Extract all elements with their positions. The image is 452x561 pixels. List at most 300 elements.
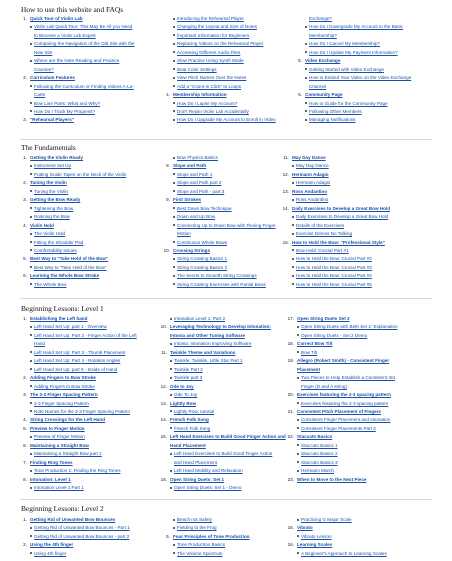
- lesson-link[interactable]: Intonation Level 1: Part 2: [174, 316, 226, 321]
- module-number: 16.: [287, 542, 294, 548]
- module-link[interactable]: French Folk Song: [170, 417, 209, 423]
- lesson-link[interactable]: Important Information for Beginners: [177, 32, 250, 38]
- lesson-link[interactable]: Practicing G Major Scale: [301, 517, 352, 522]
- bullet-icon: [170, 360, 172, 362]
- bullet-icon: [173, 85, 175, 87]
- module-link[interactable]: Correct Bow Tilt: [297, 341, 333, 347]
- lesson-link[interactable]: Carte: [34, 92, 46, 98]
- module-number: 5.: [166, 533, 170, 539]
- lesson-link[interactable]: Left Hand Set Up: Part 2 - Finger Action of the Left: [34, 332, 137, 338]
- lesson-link[interactable]: Exchange?: [309, 16, 332, 21]
- module-number: 8.: [23, 476, 27, 482]
- module-link[interactable]: Membership Information: [173, 92, 227, 98]
- bullet-icon: [297, 461, 299, 463]
- module-number: 15.: [282, 239, 289, 245]
- module-link[interactable]: Open String Duets Set 2: [297, 316, 350, 321]
- bullet-icon: [305, 26, 307, 28]
- module-number: 22.: [287, 434, 294, 440]
- bullet-icon: [173, 68, 175, 70]
- bullet-icon: [170, 394, 172, 396]
- lesson-link[interactable]: New Site: [34, 49, 53, 55]
- lesson-link[interactable]: Preview of Finger Motion: [34, 434, 85, 440]
- bullet-icon: [173, 34, 175, 36]
- bullet-icon: [305, 43, 307, 45]
- lesson-link[interactable]: Vibrato Lesson: [301, 533, 332, 539]
- lesson-link[interactable]: Intonia and Other Tuning Software: [170, 332, 245, 338]
- bullet-icon: [170, 368, 172, 370]
- bullet-icon: [297, 470, 299, 472]
- module-link[interactable]: Vibrato: [297, 525, 313, 531]
- lesson-link[interactable]: Slope and Path 1: [177, 171, 213, 177]
- lesson-link[interactable]: Slope and Path part 2: [177, 180, 222, 186]
- bullet-icon: [170, 470, 172, 472]
- bullet-icon: [305, 110, 307, 112]
- bullet-icon: [173, 102, 175, 104]
- lesson-link[interactable]: How Do I Downgrade My Account to the Basic: [309, 24, 403, 30]
- lesson-link[interactable]: Tone Production 1: Finding the Ring Tones: [34, 468, 121, 474]
- bullet-icon: [173, 275, 175, 277]
- module-number: 7.: [23, 459, 27, 465]
- lesson-link[interactable]: Staccato Basics 1: [301, 442, 338, 448]
- bullet-icon: [173, 182, 175, 184]
- lesson-link[interactable]: Getting Rid of Unwanted Bow Bounces - Part 1: [34, 525, 130, 531]
- bullet-icon: [292, 283, 294, 285]
- lesson-link[interactable]: Lightly Row: tutorial: [174, 408, 215, 414]
- lesson-link[interactable]: Bow Tilt: [301, 349, 318, 355]
- lesson-link[interactable]: and Hand Placement: [174, 459, 217, 465]
- bullet-icon: [292, 182, 294, 184]
- lesson-link[interactable]: Best Down Bow Technique: [177, 205, 232, 211]
- lesson-link[interactable]: Bow Line Parts: What and Why?: [34, 100, 101, 106]
- module-number: 13.: [160, 400, 167, 406]
- module-number: 5.: [23, 425, 27, 431]
- lesson-link[interactable]: Ross Andantino: [296, 197, 329, 203]
- module-link[interactable]: When to Move to the Next Piece: [297, 476, 367, 482]
- lesson-link[interactable]: Twinkle part 3: [174, 375, 203, 381]
- lesson-link[interactable]: Fitting the Shoulder Pad: [34, 239, 84, 245]
- bullet-icon: [30, 410, 32, 412]
- module-link[interactable]: Lightly Row: [170, 400, 197, 406]
- module-number: 2.: [23, 542, 27, 548]
- module-link[interactable]: "Rehearsal Players": [30, 117, 74, 123]
- bullet-icon: [173, 157, 175, 159]
- bullet-icon: [30, 60, 32, 62]
- bullet-icon: [173, 207, 175, 209]
- bullet-icon: [297, 377, 299, 379]
- bullet-icon: [173, 18, 175, 20]
- lesson-link[interactable]: Violin Lab Quick Tour: This May Be All you Need: [34, 24, 133, 30]
- lesson-link[interactable]: Ode To Joy: [174, 392, 198, 398]
- module-link[interactable]: Twinkle Theme and Variations: [170, 349, 236, 355]
- bullet-icon: [173, 26, 175, 28]
- bullet-icon: [30, 470, 32, 472]
- lesson-link[interactable]: Bow Hold: Crucial Part #1: [296, 247, 349, 253]
- lesson-link[interactable]: Membership?: [309, 32, 337, 38]
- lesson-link[interactable]: A Beginner's Approach to Learning Scales: [301, 550, 387, 556]
- module-link[interactable]: Daily Exercises to Develop a Great Bow Hold: [292, 205, 391, 211]
- lesson-link[interactable]: Slow Practice Using Synth Mode: [177, 58, 244, 64]
- lesson-link[interactable]: Hermann Adagio: [296, 180, 331, 186]
- bullet-icon: [30, 360, 32, 362]
- module-link[interactable]: Getting the Bow Ready: [30, 197, 81, 203]
- lesson-link[interactable]: String Crossing Exercises with Partial Bows: [177, 281, 266, 287]
- module-number: 16.: [160, 476, 167, 482]
- bullet-icon: [305, 119, 307, 121]
- module-number: 2.: [23, 180, 27, 186]
- lesson-link[interactable]: Hand: [34, 341, 45, 347]
- lesson-link[interactable]: The Whole Bow: [34, 281, 67, 287]
- bullet-icon: [297, 334, 299, 336]
- lesson-link[interactable]: Where are the Note Reading and Practice: [34, 58, 120, 64]
- module-link[interactable]: Learning Scales: [297, 542, 333, 548]
- lesson-link[interactable]: Courses?: [34, 66, 54, 72]
- bullet-icon: [30, 385, 32, 387]
- module-number: 8.: [166, 163, 170, 169]
- section-divider: [20, 499, 432, 500]
- module-number: 5.: [298, 58, 302, 64]
- bullet-icon: [173, 51, 175, 53]
- module-number: 3.: [23, 117, 27, 123]
- bullet-icon: [30, 207, 32, 209]
- lesson-link[interactable]: Left Hand Mobility and Relaxation: [174, 468, 243, 474]
- bullet-icon: [170, 318, 172, 320]
- lesson-link[interactable]: Open String Duets - Set 2 Demo: [301, 332, 368, 338]
- module-link[interactable]: Crossing Strings: [173, 247, 211, 253]
- section-title: Beginning Lessons: Level 2: [21, 504, 104, 513]
- bullet-icon: [30, 102, 32, 104]
- bullet-icon: [30, 368, 32, 370]
- module-link[interactable]: Best Way to "Take Hold of the Bow": [30, 256, 109, 262]
- lesson-link[interactable]: Introducing the Rehearsal Player: [177, 16, 244, 21]
- module-number: 14.: [282, 205, 289, 211]
- bullet-icon: [30, 266, 32, 268]
- module-number: 5.: [23, 256, 27, 262]
- bullet-icon: [30, 535, 32, 537]
- module-link[interactable]: Quick Tour of Violin Lab: [30, 16, 83, 21]
- bullet-icon: [173, 224, 175, 226]
- bullet-icon: [305, 102, 307, 104]
- lesson-link[interactable]: Intonation Level 1 Part 1: [34, 485, 84, 490]
- lesson-link[interactable]: Details of the Exercises: [296, 222, 344, 228]
- lesson-link[interactable]: How Do I Track My Progress?: [34, 108, 96, 114]
- lesson-link[interactable]: Accessing Different Audio Files: [177, 49, 241, 55]
- bullet-icon: [297, 552, 299, 554]
- module-number: 4.: [166, 92, 170, 98]
- bullet-icon: [297, 427, 299, 429]
- bullet-icon: [292, 216, 294, 218]
- module-link[interactable]: Tuning the Violin: [30, 180, 67, 186]
- lesson-link[interactable]: Beat Color Settings: [177, 66, 217, 72]
- lesson-link[interactable]: String Crossing Basics 2: [177, 264, 228, 270]
- lesson-link[interactable]: French Folk Song: [174, 425, 211, 431]
- bullet-icon: [173, 258, 175, 260]
- lesson-link[interactable]: Intonia: Intonation Improving Software: [174, 341, 252, 347]
- lesson-link[interactable]: The Secret to Smooth String Crossings: [177, 273, 257, 279]
- lesson-link[interactable]: The Violin Hold: [34, 231, 66, 237]
- bullet-icon: [170, 487, 172, 489]
- bullet-icon: [292, 224, 294, 226]
- lesson-link[interactable]: Instrument Set Up: [34, 163, 72, 169]
- lesson-link[interactable]: Placement: [297, 366, 320, 372]
- bullet-icon: [30, 190, 32, 192]
- bullet-icon: [170, 427, 172, 429]
- lesson-link[interactable]: Consistent Finger Placement and Intonation: [301, 417, 391, 423]
- lesson-link[interactable]: Don't Rejoin Violin Lab Accidentally: [177, 108, 249, 114]
- bullet-icon: [30, 85, 32, 87]
- module-link[interactable]: Community Page: [305, 92, 343, 98]
- lesson-link[interactable]: How Do I Upgrade My Account to Enroll in Video: [177, 117, 276, 123]
- section-title: The Fundamentals: [21, 143, 76, 152]
- module-link[interactable]: Using the 4th finger: [30, 542, 74, 548]
- lesson-link[interactable]: Comfortability Issues: [34, 247, 77, 253]
- module-link[interactable]: First Strokes: [173, 197, 202, 203]
- bullet-icon: [297, 326, 299, 328]
- module-link[interactable]: How to Hold the Bow: "Professional Style": [292, 239, 385, 245]
- module-number: 18.: [287, 341, 294, 347]
- module-number: 13.: [282, 188, 289, 194]
- bullet-icon: [30, 165, 32, 167]
- module-number: 10.: [163, 247, 170, 253]
- module-number: 17.: [287, 316, 294, 321]
- bullet-icon: [30, 110, 32, 112]
- bullet-icon: [292, 258, 294, 260]
- bullet-icon: [173, 119, 175, 121]
- module-link[interactable]: Getting the Violin Ready: [30, 155, 84, 160]
- lesson-link[interactable]: Finger (D and A string): [301, 383, 347, 389]
- bullet-icon: [173, 77, 175, 79]
- lesson-link[interactable]: Putting Guide Tapes on the Neck of the Violin: [34, 171, 127, 177]
- lesson-link[interactable]: Getting Started with Video Exchange: [309, 66, 384, 72]
- bullet-icon: [30, 283, 32, 285]
- lesson-link[interactable]: The Volume Spectrum: [177, 550, 223, 556]
- module-link[interactable]: Video Exchange: [305, 58, 341, 64]
- module-link[interactable]: Staccato Basics: [297, 434, 333, 440]
- module-link[interactable]: Hermann Adagio: [292, 171, 329, 177]
- bullet-icon: [173, 519, 175, 521]
- bullet-icon: [170, 453, 172, 455]
- module-number: 11.: [160, 349, 167, 355]
- module-number: 21.: [287, 408, 294, 414]
- lesson-link[interactable]: Add a "Count-in Click" to Loops: [177, 83, 242, 89]
- lesson-link[interactable]: Consistent Finger Placements Part 2: [301, 425, 376, 431]
- bullet-icon: [297, 535, 299, 537]
- module-number: 4.: [23, 222, 27, 228]
- bullet-icon: [297, 402, 299, 404]
- lesson-link[interactable]: Channel: [309, 83, 327, 89]
- module-number: 10.: [160, 324, 167, 330]
- lesson-link[interactable]: Following the Curriculum or Finding Videos A-La-: [34, 83, 134, 89]
- lesson-link[interactable]: Hand Placement: [170, 442, 206, 448]
- bullet-icon: [173, 552, 175, 554]
- bullet-icon: [30, 552, 32, 554]
- bullet-icon: [173, 190, 175, 192]
- bullet-icon: [170, 377, 172, 379]
- module-number: 1.: [23, 155, 27, 160]
- module-number: 15.: [160, 434, 167, 440]
- module-link[interactable]: Consistent Pitch Placement of Fingers: [297, 408, 381, 414]
- lesson-link[interactable]: Tone Production Basics: [177, 542, 226, 548]
- lesson-link[interactable]: Daily Exercises to Develop a Great Bow Hold: [296, 214, 389, 220]
- lesson-link[interactable]: Left Hand Set Up: part 5 - Inside of Hand: [34, 366, 118, 372]
- bullet-icon: [297, 444, 299, 446]
- module-link[interactable]: Allegro (Robert Smith) - Consistent Finger: [297, 358, 390, 364]
- lesson-link[interactable]: Twinkle Part 2: [174, 366, 203, 372]
- bullet-icon: [297, 419, 299, 421]
- module-link[interactable]: Maintaining a Straight Bow: [30, 442, 89, 448]
- module-link[interactable]: Ross Andantino: [292, 188, 328, 194]
- lesson-link[interactable]: Replacing Videos on the Rehearsal Player: [177, 41, 264, 47]
- lesson-link[interactable]: Hermann March: [301, 468, 334, 474]
- module-link[interactable]: Slope and Path: [173, 163, 207, 169]
- lesson-link[interactable]: Open String Duets: Set 1 - Demo: [174, 485, 242, 490]
- module-link[interactable]: May Day Dance: [292, 155, 326, 160]
- lesson-link[interactable]: Twinkle, Twinkle, Little Star Part 1: [174, 358, 243, 364]
- bullet-icon: [30, 43, 32, 45]
- module-link[interactable]: Learning the Whole Bow Stroke: [30, 273, 100, 279]
- lesson-link[interactable]: Left Hand Set Up: Part 4 - Rotation Angles: [34, 358, 121, 364]
- module-link[interactable]: String Crossings for the Left Hand: [30, 417, 106, 423]
- module-number: 1.: [23, 316, 27, 321]
- bullet-icon: [30, 173, 32, 175]
- module-link[interactable]: Adding Fingers to Bow Stroke: [30, 375, 96, 381]
- bullet-icon: [292, 249, 294, 251]
- lesson-link[interactable]: Slope and Path - part 3: [177, 188, 225, 194]
- lesson-link[interactable]: Staccato Basics 2: [301, 451, 338, 457]
- module-link[interactable]: Finding Ring Tones: [30, 459, 73, 465]
- bullet-icon: [297, 453, 299, 455]
- lesson-link[interactable]: Left Hand Set Up: part 1 - Overview: [34, 324, 107, 330]
- section-title: How to use this website and FAQs: [21, 5, 124, 14]
- lesson-link[interactable]: View Pitch Names Over the Notes: [177, 75, 247, 81]
- lesson-link[interactable]: Exercise Demos No Talking: [296, 231, 353, 237]
- bullet-icon: [30, 26, 32, 28]
- lesson-link[interactable]: to Become a Violin Lab Expert: [34, 32, 96, 38]
- lesson-link[interactable]: Getting Rid of Unwanted Bow Bounces - part 2: [34, 533, 130, 539]
- lesson-link[interactable]: Following Other Members: [309, 108, 362, 114]
- lesson-link[interactable]: How to Hold the Bow: Crucial Part #2: [296, 256, 372, 262]
- module-link[interactable]: The 2-3 Finger Spacing Pattern: [30, 392, 98, 398]
- module-number: 4.: [23, 417, 27, 423]
- section-divider: [20, 139, 432, 140]
- lesson-link[interactable]: Maintaining a Straight Bow part 1: [34, 451, 102, 457]
- module-link[interactable]: Intonation: Level 1: [30, 476, 71, 482]
- bullet-icon: [30, 249, 32, 251]
- lesson-link[interactable]: How to Hold the Bow: Crucial Part #3: [296, 264, 372, 270]
- lesson-link[interactable]: How Do I Lapse My Account?: [177, 100, 238, 106]
- bullet-icon: [173, 43, 175, 45]
- module-number: 1.: [23, 16, 27, 21]
- module-link[interactable]: Open String Duets: Set 1: [170, 476, 225, 482]
- bullet-icon: [292, 266, 294, 268]
- module-number: 6.: [23, 273, 27, 279]
- lesson-link[interactable]: How to Hold the Bow: Crucial Part #4: [296, 273, 372, 279]
- module-link[interactable]: Ode to Joy: [170, 383, 194, 389]
- module-number: 12.: [160, 383, 167, 389]
- module-number: 14.: [160, 417, 167, 423]
- lesson-link[interactable]: How Do I Cancel My Membership?: [309, 41, 380, 47]
- module-link[interactable]: Curriculum Features: [30, 75, 75, 81]
- bullet-icon: [297, 351, 299, 353]
- module-number: 2.: [23, 75, 27, 81]
- lesson-link[interactable]: Note Names for the 2-3 Finger Spacing Pattern: [34, 408, 131, 414]
- lesson-link[interactable]: How to Guide for the Community Page: [309, 100, 388, 106]
- lesson-link[interactable]: Fielding to the Frog: [177, 525, 217, 531]
- lesson-link[interactable]: Beach not Safety: [177, 517, 212, 522]
- bullet-icon: [305, 77, 307, 79]
- lesson-link[interactable]: Comparing the Navigation of the Old Site with the: [34, 41, 135, 47]
- lesson-link[interactable]: Best Way to "Take Hold of the Bow": [34, 264, 107, 270]
- lesson-link[interactable]: Adding Fingers to Bow Stroke: [34, 383, 95, 389]
- bullet-icon: [30, 351, 32, 353]
- module-number: 20.: [287, 392, 294, 398]
- bullet-icon: [30, 216, 32, 218]
- lesson-link[interactable]: Left Hand Exercises to Build Good Finger Action: [174, 451, 273, 457]
- module-link[interactable]: Leveraging Technology to Develop Intonation:: [170, 324, 271, 330]
- lesson-link[interactable]: Continuous Whole Bows: [177, 239, 228, 245]
- lesson-link[interactable]: Rosining the Bow: [34, 214, 70, 220]
- bullet-icon: [292, 165, 294, 167]
- bullet-icon: [30, 436, 32, 438]
- lesson-link[interactable]: May Day Dance: [296, 163, 329, 169]
- lesson-link[interactable]: How Do I Update My Payment Information?: [309, 49, 398, 55]
- module-link[interactable]: Establishing the Left hand: [30, 316, 88, 321]
- module-number: 16.: [287, 525, 294, 531]
- lesson-link[interactable]: Managing Notifications: [309, 117, 356, 123]
- lesson-link[interactable]: Two Pieces to Help Establish a Consistent 3rd: [301, 375, 395, 381]
- module-link[interactable]: Four Principles of Tone Production: [173, 533, 250, 539]
- lesson-link[interactable]: How to Embed Your Video on the Video Exchange: [309, 75, 412, 81]
- module-link[interactable]: Exercises featuring the 2-3 spacing pattern: [297, 392, 391, 398]
- bullet-icon: [30, 453, 32, 455]
- lesson-link[interactable]: 2-3 Finger Spacing Pattern: [34, 400, 89, 406]
- module-number: 19.: [287, 358, 294, 364]
- bullet-icon: [30, 326, 32, 328]
- bullet-icon: [173, 110, 175, 112]
- bullet-icon: [173, 527, 175, 529]
- bullet-icon: [170, 343, 172, 345]
- bullet-icon: [30, 233, 32, 235]
- lesson-link[interactable]: Changing the Layout and Size of Notes: [177, 24, 257, 30]
- bullet-icon: [173, 216, 175, 218]
- bullet-icon: [173, 60, 175, 62]
- bullet-icon: [173, 241, 175, 243]
- module-link[interactable]: Violin Hold: [30, 222, 54, 228]
- lesson-link[interactable]: Using 4th finger: [34, 550, 67, 556]
- bullet-icon: [173, 283, 175, 285]
- module-link[interactable]: Getting Rid of Unwanted Bow Bounces: [30, 517, 116, 522]
- lesson-link[interactable]: How to Hold the Bow: Crucial Part #5: [296, 281, 372, 287]
- module-link[interactable]: Left Hand Exercises to Build Good Finger Action and: [170, 434, 286, 440]
- lesson-link[interactable]: String Crossing Basics 1: [177, 256, 228, 262]
- lesson-link[interactable]: Exercises featuring the 2-3 spacing pattern: [301, 400, 389, 406]
- lesson-link[interactable]: Staccato Basics 3: [301, 459, 338, 465]
- section-divider: [20, 298, 432, 299]
- lesson-link[interactable]: Bow Physics Basics: [177, 155, 218, 160]
- section-title: Beginning Lessons: Level 1: [21, 304, 104, 313]
- module-link[interactable]: Preview to Finger Motion: [30, 425, 85, 431]
- lesson-link[interactable]: Tightening the Bow: [34, 205, 74, 211]
- lesson-link[interactable]: Motion: [177, 231, 191, 237]
- module-number: 6.: [298, 92, 302, 98]
- lesson-link[interactable]: Connecting Up to Down Bow with Flexing Finger: [177, 222, 276, 228]
- bullet-icon: [30, 241, 32, 243]
- lesson-link[interactable]: Down and Up Bow: [177, 214, 216, 220]
- lesson-link[interactable]: Tuning the Violin: [34, 188, 68, 194]
- bullet-icon: [292, 233, 294, 235]
- lesson-link[interactable]: Left Hand Set Up: Part 3 - Thumb Placement: [34, 349, 126, 355]
- module-number: 11.: [282, 155, 289, 160]
- lesson-link[interactable]: Open String Duets with Beth Set 2: Explanation: [301, 324, 398, 330]
